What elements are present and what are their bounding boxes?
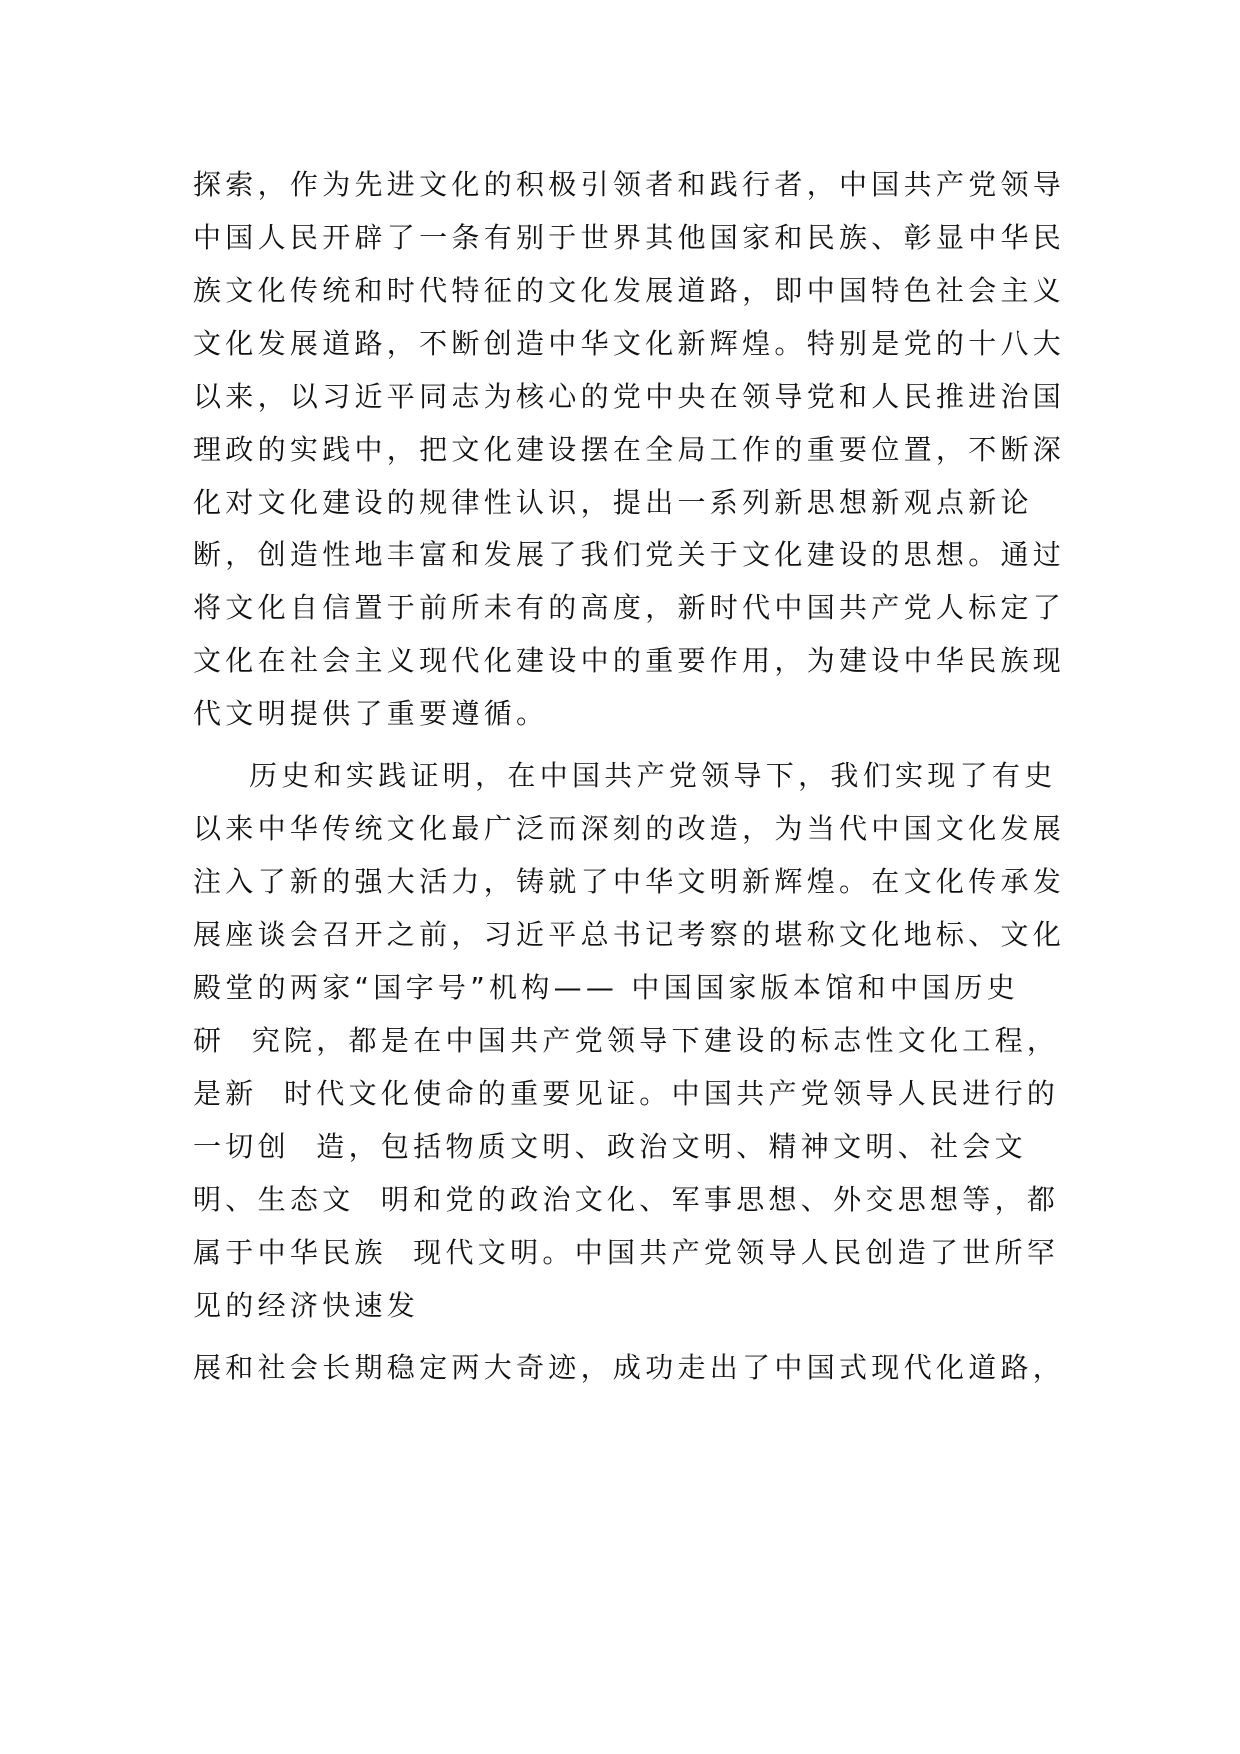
text-line: 属于中华民族 现代文明。中国共产党领导人民创造了世所罕 bbox=[193, 1236, 1060, 1269]
text-line: 探索，作为先进文化的积极引领者和践行者，中国共产党领导 bbox=[193, 168, 1066, 201]
text-line: 是新 时代文化使命的重要见证。中国共产党领导人民进行的 bbox=[193, 1077, 1060, 1110]
text-line: 中国人民开辟了一条有别于世界其他国家和民族、彰显中华民 bbox=[193, 221, 1066, 254]
text-line: 化对文化建设的规律性认识，提出一系列新思想新观点新论 bbox=[193, 486, 1033, 519]
text-line: 将文化自信置于前所未有的高度，新时代中国共产党人标定了 bbox=[193, 591, 1066, 624]
text-line: 注入了新的强大活力，铸就了中华文明新辉煌。在文化传承发 bbox=[193, 865, 1066, 898]
text-line: 以来，以习近平同志为核心的党中央在领导党和人民推进治国 bbox=[193, 380, 1066, 413]
text-line: 一切创 造，包括物质文明、政治文明、精神文明、社会文 bbox=[193, 1130, 1027, 1163]
text-line: 以来中华传统文化最广泛而深刻的改造，为当代中国文化发展 bbox=[193, 812, 1066, 845]
text-line: 族文化传统和时代特征的文化发展道路，即中国特色社会主义 bbox=[193, 274, 1066, 307]
text-line: 展座谈会召开之前，习近平总书记考察的堪称文化地标、文化 bbox=[193, 918, 1066, 951]
text-line: 殿堂的两家“国字号”机构—— 中国国家版本馆和中国历史 bbox=[193, 971, 1020, 1004]
text-line: 代文明提供了重要遵循。 bbox=[193, 697, 549, 730]
paragraph-first-line: 历史和实践证明，在中国共产党领导下，我们实现了有史 bbox=[249, 759, 1057, 792]
text-line: 展和社会长期稳定两大奇迹，成功走出了中国式现代化道路， bbox=[193, 1351, 1066, 1384]
text-line: 断，创造性地丰富和发展了我们党关于文化建设的思想。通过 bbox=[193, 538, 1066, 571]
text-line: 理政的实践中，把文化建设摆在全局工作的重要位置，不断深 bbox=[193, 433, 1066, 466]
text-line: 文化发展道路，不断创造中华文化新辉煌。特别是党的十八大 bbox=[193, 327, 1066, 360]
text-line: 文化在社会主义现代化建设中的重要作用，为建设中华民族现 bbox=[193, 644, 1066, 677]
text-line: 研 究院，都是在中国共产党领导下建设的标志性文化工程， bbox=[193, 1024, 1060, 1057]
text-line: 明、生态文 明和党的政治文化、军事思想、外交思想等，都 bbox=[193, 1183, 1060, 1216]
text-line: 见的经济快速发 bbox=[193, 1289, 420, 1322]
